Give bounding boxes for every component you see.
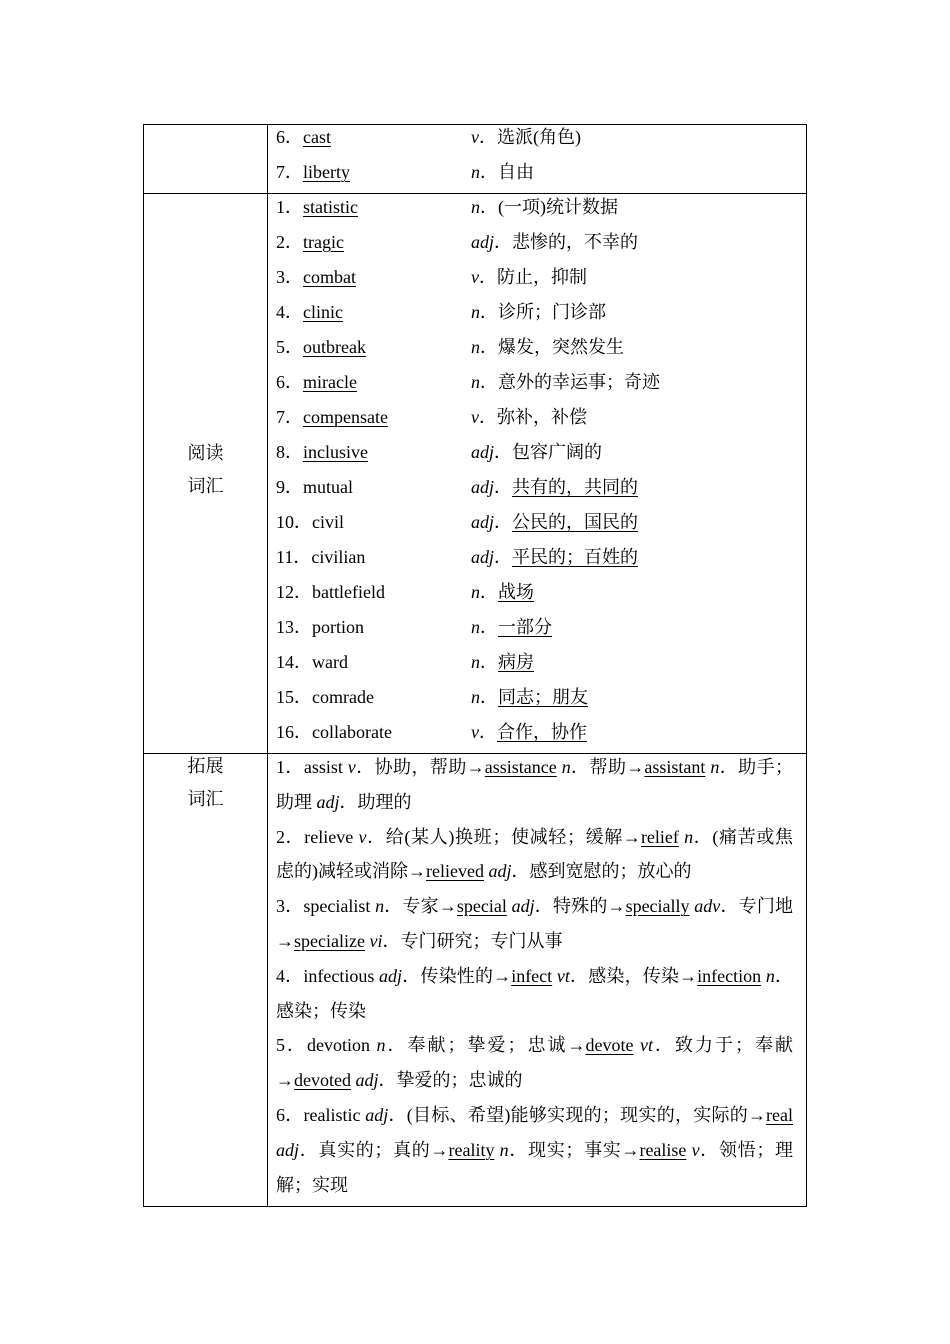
word-meaning: 病房 (498, 651, 534, 672)
vocab-row (276, 435, 806, 470)
item-number: 7． (276, 406, 303, 427)
pos-separator: ． (494, 476, 513, 497)
part-of-speech: adj (488, 861, 512, 882)
pos-separator: ． (480, 196, 498, 217)
part-of-speech: n (471, 371, 480, 392)
word-cell (276, 295, 471, 330)
word-cell (276, 120, 471, 155)
pos-separator: ． (480, 301, 498, 322)
vocab-word: outbreak (303, 336, 366, 357)
part-of-speech: adj (471, 546, 495, 567)
item-number: 15． (276, 686, 312, 707)
derived-word: relief (640, 826, 679, 847)
part-of-speech: adj (365, 1104, 389, 1125)
derived-word: devote (585, 1035, 634, 1056)
vocab-row (276, 155, 806, 190)
part-of-speech: n (471, 162, 480, 182)
part-of-speech: n (471, 581, 480, 602)
word-meaning: 战场 (498, 581, 534, 602)
word-cell (276, 540, 471, 575)
vocab-word: statistic (303, 196, 358, 217)
section-label-reading (144, 194, 268, 754)
pos-separator: ． (480, 162, 498, 182)
derivation-text: ．挚爱的；忠诚的 (378, 1070, 523, 1091)
word-meaning: 合作，协作 (497, 721, 587, 742)
vocab-row (276, 295, 806, 330)
part-of-speech: adj (471, 476, 495, 497)
part-of-speech: v (471, 127, 479, 147)
part-of-speech: v (347, 757, 356, 777)
part-of-speech: n (471, 616, 480, 637)
vocab-row (276, 680, 806, 715)
word-meaning: 意外的幸运事；奇迹 (498, 371, 660, 392)
derived-word: realise (639, 1139, 687, 1160)
derivation-text: ．专家→ (384, 896, 457, 917)
item-number: 12． (276, 581, 312, 602)
vocab-row (276, 715, 806, 750)
word-cell (276, 435, 471, 470)
word-cell (276, 190, 471, 225)
meaning-cell (471, 295, 606, 330)
word-meaning: 公民的，国民的 (512, 511, 639, 532)
derivation-text: ．专门地→ (276, 896, 794, 951)
item-number: 10． (276, 511, 312, 532)
section-label-line: 词汇 (187, 789, 224, 809)
part-of-speech: n (376, 1035, 386, 1056)
word-meaning: 悲惨的，不幸的 (512, 231, 639, 252)
meaning-cell (471, 435, 602, 470)
vocab-row (276, 400, 806, 435)
part-of-speech: adj (471, 441, 495, 462)
meaning-cell (471, 575, 534, 610)
item-number: 7． (276, 162, 303, 182)
meaning-cell (471, 120, 581, 155)
derivation-text: ．领悟；理解；实现 (276, 1139, 794, 1195)
item-number: 6． (276, 127, 303, 147)
part-of-speech: v (358, 826, 367, 847)
vocab-row (276, 190, 806, 225)
word-meaning: 自由 (498, 162, 534, 182)
vocabulary-table (143, 124, 807, 1207)
derivation-text: 2．relieve (276, 826, 359, 847)
word-meaning: 弥补，补偿 (497, 406, 587, 427)
derivation-text: ．助手；助理 (276, 757, 794, 812)
part-of-speech: adj (379, 965, 403, 986)
word-cell (276, 505, 471, 540)
derivation-item (276, 959, 793, 1029)
part-of-speech: n (471, 301, 480, 322)
derivation-text: 6．realistic (276, 1104, 366, 1125)
item-number: 11． (276, 546, 312, 567)
meaning-cell (471, 400, 587, 435)
word-cell (276, 470, 471, 505)
meaning-cell (471, 470, 638, 505)
derivation-text: ．协助，帮助→ (355, 757, 485, 777)
meaning-cell (471, 260, 587, 295)
word-meaning: 同志；朋友 (498, 686, 588, 707)
item-number: 5． (276, 336, 303, 357)
word-cell (276, 575, 471, 610)
vocab-row (276, 645, 806, 680)
part-of-speech: adv (694, 896, 721, 917)
derivation-text: ．感染；传染 (276, 965, 794, 1021)
vocab-row (276, 610, 806, 645)
derived-word: infect (511, 965, 553, 986)
vocab-list-reading (268, 194, 807, 754)
derivation-text: 3．specialist (276, 896, 376, 917)
part-of-speech: adj (511, 896, 535, 917)
part-of-speech: n (471, 686, 480, 707)
derivation-text: 1．assist (276, 757, 348, 777)
part-of-speech: n (375, 896, 385, 917)
derivation-item (276, 750, 793, 820)
item-number: 13． (276, 616, 312, 637)
part-of-speech: adj (276, 1139, 300, 1160)
part-of-speech: n (499, 1139, 509, 1160)
meaning-cell (471, 330, 624, 365)
vocab-word: combat (303, 266, 356, 287)
meaning-cell (471, 365, 660, 400)
vocab-list-continued (268, 125, 807, 194)
pos-separator: ． (479, 406, 497, 427)
derived-word: assistant (644, 757, 706, 777)
word-meaning: 选派(角色) (497, 127, 581, 147)
part-of-speech: n (471, 196, 480, 217)
word-cell (276, 365, 471, 400)
word-cell (276, 400, 471, 435)
vocab-word: portion (312, 616, 364, 637)
vocab-row (276, 505, 806, 540)
vocab-row (276, 330, 806, 365)
word-cell (276, 610, 471, 645)
pos-separator: ． (479, 127, 497, 147)
derivation-text: 5．devotion (276, 1035, 377, 1056)
pos-separator: ． (494, 546, 513, 567)
vocab-row (276, 540, 806, 575)
derivation-text: ．(痛苦或焦虑的)减轻或消除→ (276, 826, 793, 882)
derivation-item (276, 1098, 793, 1202)
derivation-text: ．专门研究；专门从事 (382, 930, 563, 951)
item-number: 3． (276, 266, 303, 287)
derivation-text: ．现实；事实→ (508, 1139, 640, 1160)
part-of-speech: adj (355, 1070, 379, 1091)
pos-separator: ． (480, 686, 498, 707)
word-meaning: 防止，抑制 (497, 266, 587, 287)
derivation-text: ．助理的 (339, 791, 412, 812)
word-meaning: (一项)统计数据 (498, 196, 618, 217)
section-label-line: 词汇 (187, 475, 224, 496)
part-of-speech: n (471, 336, 480, 357)
derivation-text: ．帮助→ (570, 757, 645, 777)
derivation-text: ．致力于；奉献→ (276, 1035, 794, 1091)
pos-separator: ． (480, 651, 498, 672)
pos-separator: ． (494, 511, 513, 532)
derivation-list (268, 754, 807, 1207)
word-cell (276, 645, 471, 680)
pos-separator: ． (494, 441, 513, 462)
item-number: 8． (276, 441, 303, 462)
vocab-row (276, 225, 806, 260)
derivation-text: ．(目标、希望)能够实现的；现实的，实际的→ (388, 1104, 767, 1125)
word-cell (276, 155, 471, 190)
item-number: 14． (276, 651, 312, 672)
meaning-cell (471, 680, 588, 715)
item-number: 9． (276, 476, 303, 497)
word-cell (276, 715, 471, 750)
part-of-speech: v (471, 266, 479, 287)
derivation-text: ．感染，传染→ (569, 965, 698, 986)
item-number: 2． (276, 231, 303, 252)
section-label-line: 阅读 (187, 442, 224, 463)
vocab-word: mutual (303, 476, 353, 497)
vocab-word: civilian (311, 546, 366, 567)
vocab-word: liberty (303, 162, 350, 182)
derived-word: assistance (484, 757, 557, 777)
derivation-text: ．传染性的→ (402, 965, 512, 986)
vocab-row (276, 260, 806, 295)
meaning-cell (471, 225, 638, 260)
section-label-line: 拓展 (187, 756, 224, 776)
pos-separator: ． (480, 336, 498, 357)
derived-word: devoted (294, 1070, 351, 1091)
part-of-speech: vi (369, 930, 383, 951)
vocab-row (276, 120, 806, 155)
vocab-word: collaborate (312, 721, 392, 742)
part-of-speech: adj (471, 511, 495, 532)
derived-word: reality (448, 1139, 495, 1160)
vocab-word: battlefield (312, 581, 385, 602)
vocab-word: comrade (312, 686, 374, 707)
derivation-text: ．特殊的→ (534, 896, 626, 917)
item-number: 4． (276, 301, 303, 322)
word-meaning: 共有的，共同的 (512, 476, 639, 497)
meaning-cell (471, 540, 638, 575)
pos-separator: ． (480, 581, 498, 602)
word-cell (276, 225, 471, 260)
derived-word: specialize (294, 930, 365, 951)
derivation-text: ．奉献；挚爱；忠诚→ (385, 1035, 586, 1056)
item-number: 16． (276, 721, 312, 742)
meaning-cell (471, 155, 534, 190)
vocab-word: compensate (303, 406, 388, 427)
vocab-word: civil (312, 511, 344, 532)
part-of-speech: n (684, 826, 694, 847)
vocab-word: miracle (303, 371, 357, 392)
word-cell (276, 330, 471, 365)
part-of-speech: n (561, 757, 571, 777)
part-of-speech: vt (640, 1035, 654, 1056)
part-of-speech: n (710, 757, 720, 777)
meaning-cell (471, 645, 534, 680)
derivation-text: ．真实的；真的→ (299, 1139, 449, 1160)
pos-separator: ． (480, 616, 498, 637)
derivation-item (276, 820, 793, 890)
section-label-extended (144, 754, 268, 1207)
meaning-cell (471, 190, 618, 225)
vocab-word: ward (312, 651, 348, 672)
derivation-text: 4．infectious (276, 965, 380, 986)
derivation-text: ．感到宽慰的；放心的 (511, 861, 692, 882)
word-meaning: 爆发，突然发生 (498, 336, 624, 357)
word-cell (276, 260, 471, 295)
section-label-empty (144, 125, 268, 194)
derivation-item (276, 889, 793, 959)
derived-word: relieved (426, 861, 484, 882)
vocab-word: cast (303, 127, 331, 147)
part-of-speech: adj (471, 231, 495, 252)
word-cell (276, 680, 471, 715)
vocab-word: inclusive (303, 441, 368, 462)
word-meaning: 诊所；门诊部 (498, 301, 606, 322)
part-of-speech: n (471, 651, 480, 672)
item-number: 6． (276, 371, 303, 392)
vocab-row (276, 470, 806, 505)
vocab-word: tragic (303, 231, 344, 252)
word-meaning: 平民的；百姓的 (512, 546, 639, 567)
part-of-speech: vt (556, 965, 570, 986)
word-meaning: 包容广阔的 (512, 441, 603, 462)
pos-separator: ． (479, 266, 497, 287)
item-number: 1． (276, 196, 303, 217)
derivation-text: ．给(某人)换班；使减轻；缓解→ (366, 826, 641, 847)
meaning-cell (471, 715, 587, 750)
pos-separator: ． (480, 371, 498, 392)
part-of-speech: adj (316, 791, 340, 812)
pos-separator: ． (479, 721, 497, 742)
derived-word: specially (625, 896, 690, 917)
derived-word: infection (697, 965, 762, 986)
vocab-row (276, 575, 806, 610)
pos-separator: ． (494, 231, 513, 252)
part-of-speech: v (471, 406, 479, 427)
vocab-word: clinic (303, 301, 343, 322)
derived-word: real (766, 1104, 793, 1125)
word-meaning: 一部分 (498, 616, 552, 637)
vocab-row (276, 365, 806, 400)
derivation-item (276, 1028, 793, 1098)
derived-word: special (456, 896, 507, 917)
part-of-speech: v (471, 721, 479, 742)
part-of-speech: v (691, 1139, 700, 1160)
meaning-cell (471, 610, 552, 645)
part-of-speech: n (765, 965, 775, 986)
meaning-cell (471, 505, 638, 540)
